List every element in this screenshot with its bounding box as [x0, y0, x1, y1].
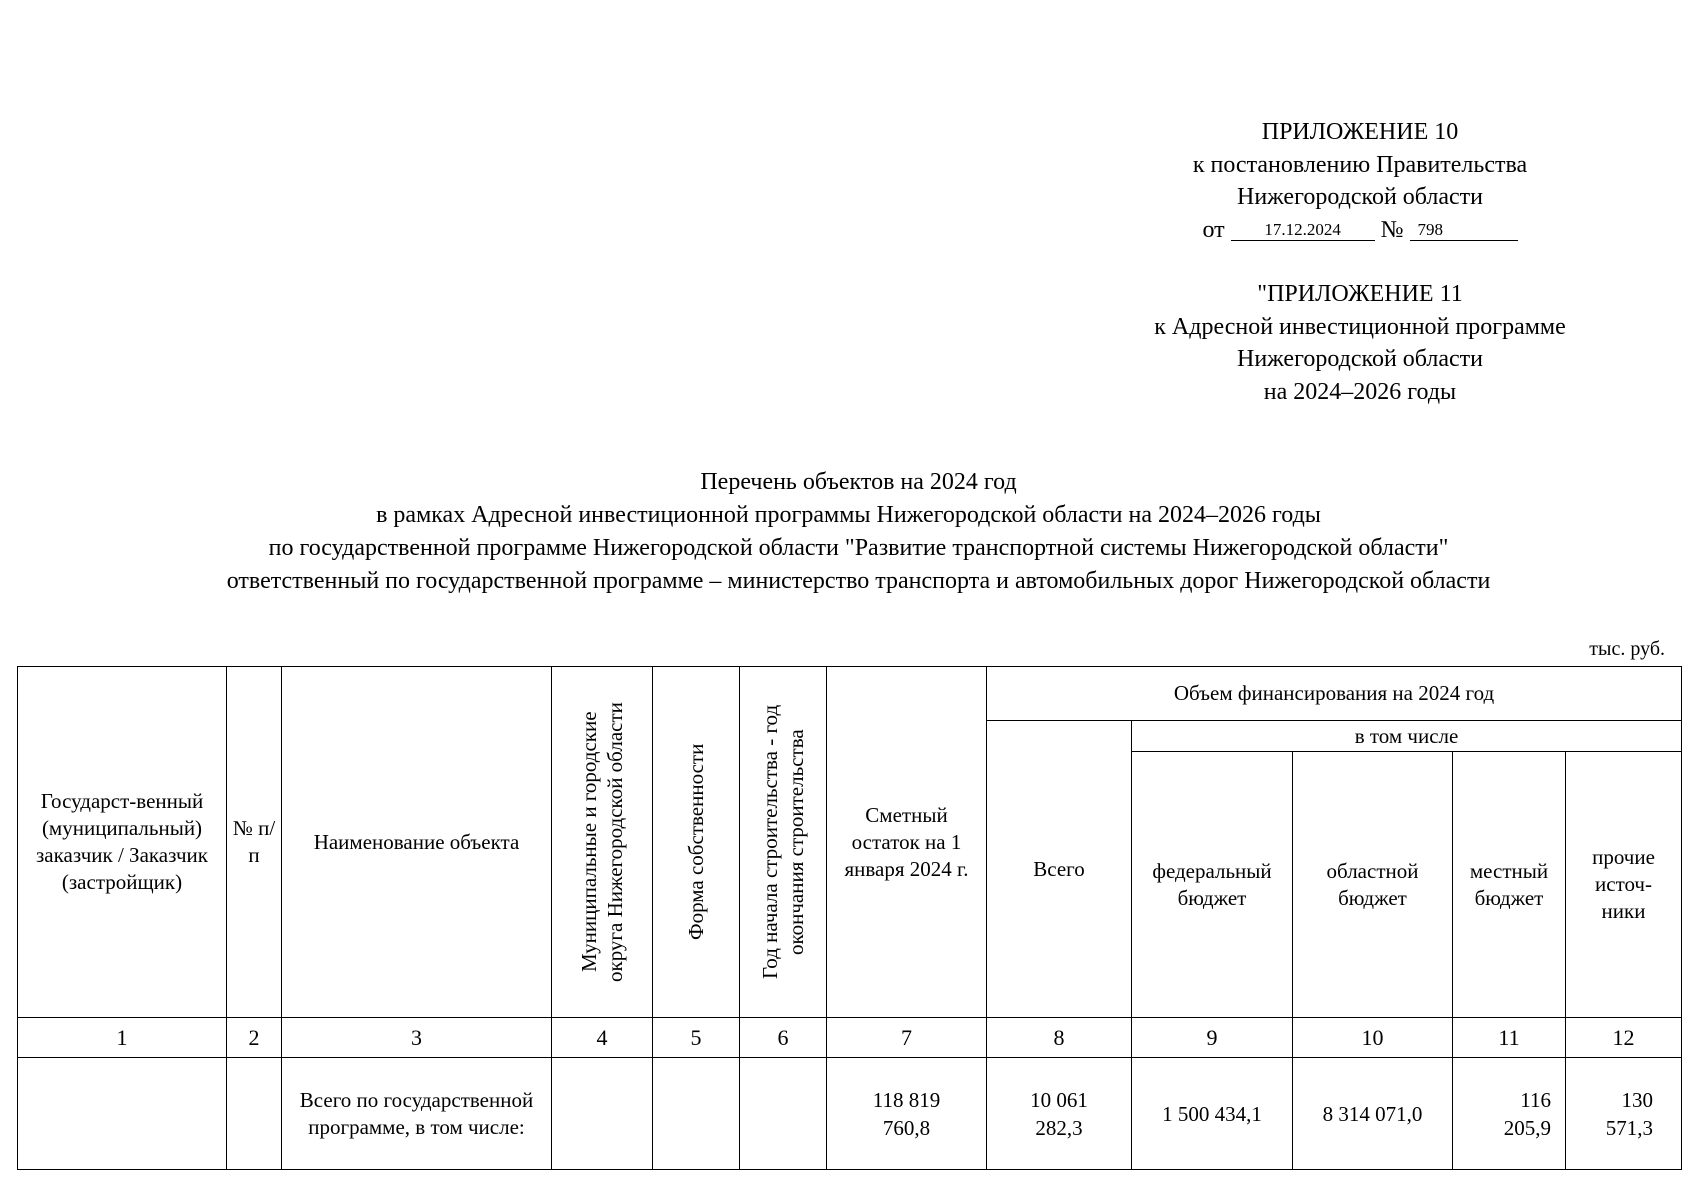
column-number: 8 — [987, 1018, 1132, 1058]
header-other: прочие источ-ники — [1566, 752, 1682, 1018]
column-number: 9 — [1132, 1018, 1293, 1058]
header-years — [740, 667, 827, 1018]
column-number: 5 — [653, 1018, 740, 1058]
header-financing: Объем финансирования на 2024 год — [987, 667, 1682, 721]
appendix-10-line2: Нижегородской области — [1236, 184, 1484, 210]
title-line-3: по государственной программе Нижегородской области "Развитие транспортной системы Нижегородской области" — [268, 535, 1449, 561]
header-municipal-text: Муниципальные и городские округа Нижегородской области — [577, 702, 627, 982]
cell-object-name: Всего по государственной программе, в том числе: — [282, 1058, 552, 1170]
header-regional: областной бюджет — [1293, 752, 1453, 1018]
appendix-10-block — [1000, 116, 1697, 246]
header-ownership-text: Форма собственности — [684, 743, 708, 941]
cell-customer — [18, 1058, 227, 1170]
header-including: в том числе — [1132, 721, 1682, 752]
cell-years — [740, 1058, 827, 1170]
title-line-1: Перечень объектов на 2024 год — [700, 469, 1017, 495]
header-local: местный бюджет — [1453, 752, 1566, 1018]
document-number: 798 — [1410, 220, 1518, 241]
cell-federal: 1 500 434,1 — [1132, 1058, 1293, 1170]
cell-municipal — [552, 1058, 653, 1170]
date-prefix: от — [1202, 216, 1225, 243]
cell-ownership — [653, 1058, 740, 1170]
column-number: 3 — [282, 1018, 552, 1058]
cell-estimate: 118 819 760,8 — [827, 1058, 987, 1170]
cell-num — [227, 1058, 282, 1170]
title-line-2: в рамках Адресной инвестиционной программы Нижегородской области на 2024–2026 годы — [376, 502, 1321, 528]
header-estimate: Сметный остаток на 1 января 2024 г. — [827, 667, 987, 1018]
cell-other: 130 571,3 — [1566, 1058, 1682, 1170]
appendix-11-block — [1000, 278, 1697, 408]
appendix-10-title: ПРИЛОЖЕНИЕ 10 — [1261, 119, 1459, 145]
column-number: 10 — [1293, 1018, 1453, 1058]
objects-table — [17, 666, 1682, 1170]
header-ownership — [653, 667, 740, 1018]
title-line-4: ответственный по государственной программе – министерство транспорта и автомобильных дорог Нижегородской области — [226, 568, 1491, 594]
column-number: 2 — [227, 1018, 282, 1058]
cell-total: 10 061 282,3 — [987, 1058, 1132, 1170]
cell-local: 116 205,9 — [1453, 1058, 1566, 1170]
column-number: 12 — [1566, 1018, 1682, 1058]
number-sign: № — [1380, 216, 1404, 243]
column-number: 7 — [827, 1018, 987, 1058]
header-federal: федеральный бюджет — [1132, 752, 1293, 1018]
header-object-name: Наименование объекта — [282, 667, 552, 1018]
appendix-11-title: "ПРИЛОЖЕНИЕ 11 — [1257, 281, 1463, 307]
header-years-text: Год начала строительства - год окончания строительства — [758, 704, 808, 980]
appendix-10-date-line — [1202, 214, 1517, 247]
table-row — [18, 1058, 1682, 1170]
cell-regional: 8 314 071,0 — [1293, 1058, 1453, 1170]
units-label: тыс. руб. — [1589, 638, 1665, 660]
header-municipal — [552, 667, 653, 1018]
appendix-11-line1: к Адресной инвестиционной программе — [1154, 313, 1566, 340]
document-date: 17.12.2024 — [1231, 220, 1375, 241]
appendix-10-line1: к постановлению Правительства — [1192, 151, 1528, 178]
column-numbers-row — [18, 1018, 1682, 1058]
header-customer: Государст-венный (муниципальный) заказчик / Заказчик (застройщик) — [18, 667, 227, 1018]
column-number: 11 — [1453, 1018, 1566, 1058]
document-title — [0, 466, 1697, 598]
appendix-11-line2: Нижегородской области — [1236, 346, 1484, 372]
header-total: Всего — [987, 721, 1132, 1018]
appendix-11-line3: на 2024–2026 годы — [1263, 378, 1457, 405]
column-number: 6 — [740, 1018, 827, 1058]
column-number: 4 — [552, 1018, 653, 1058]
column-number: 1 — [18, 1018, 227, 1058]
header-num: № п/п — [227, 667, 282, 1018]
